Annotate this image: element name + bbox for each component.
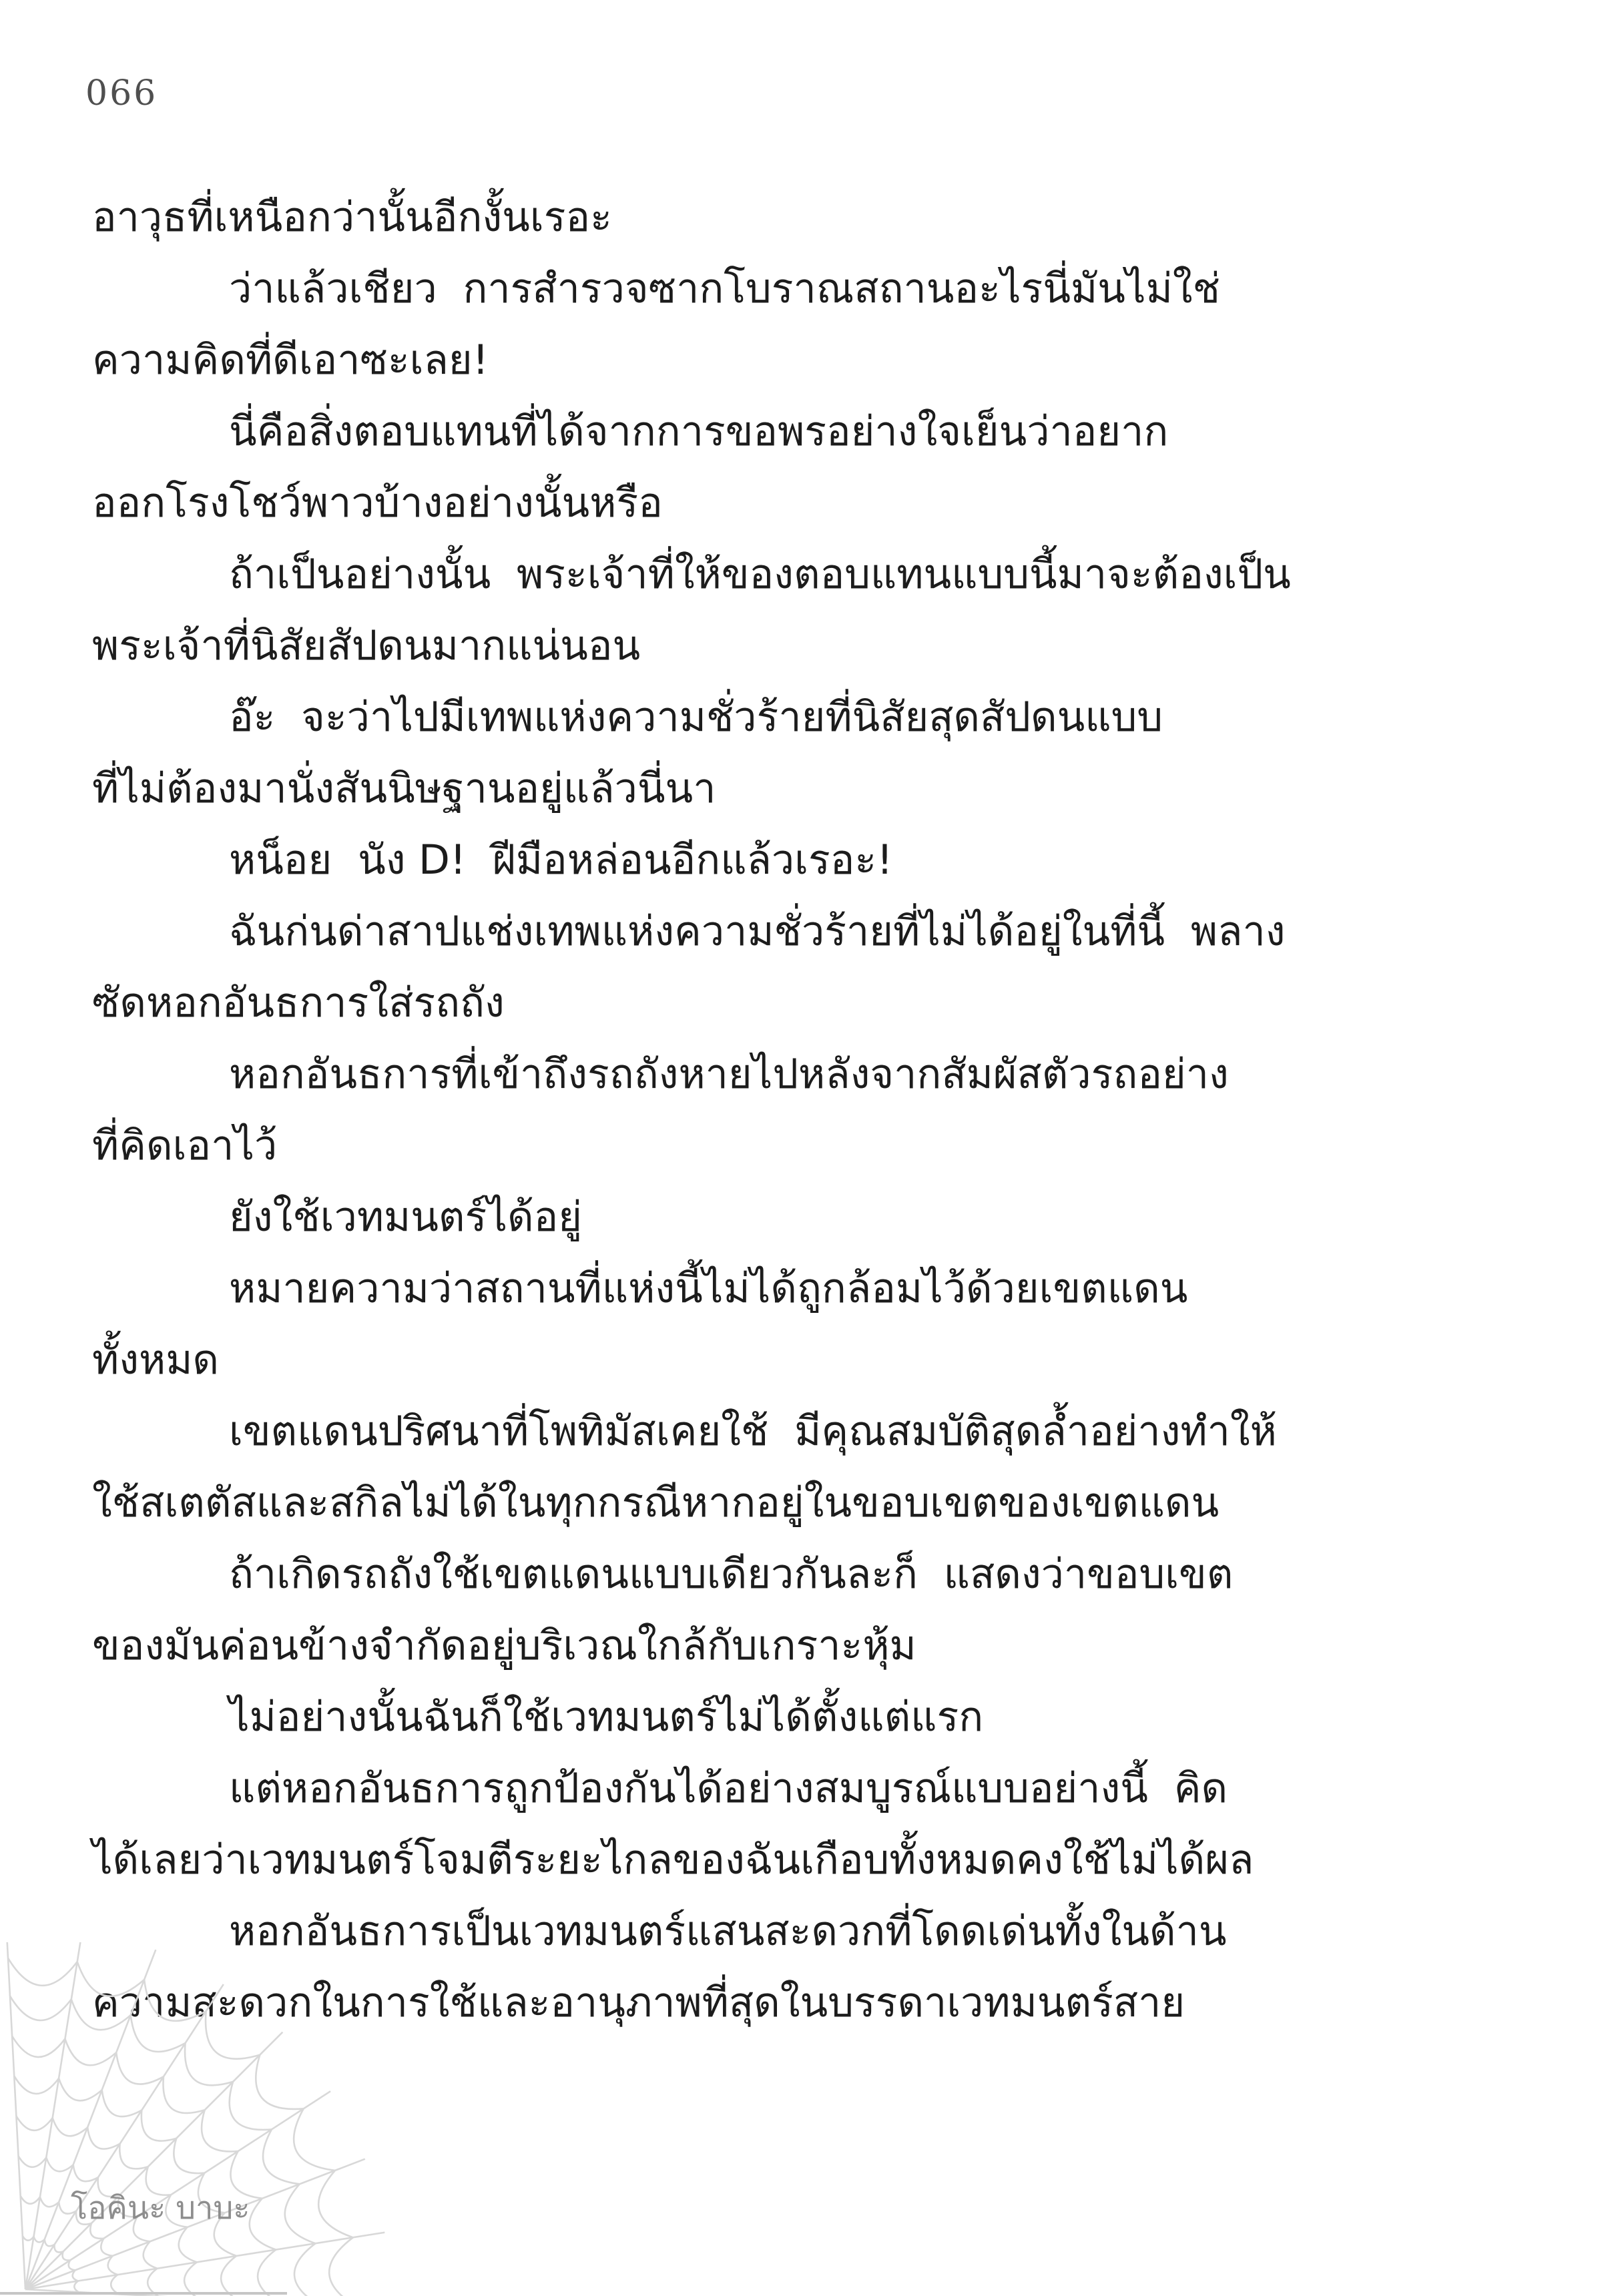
spider-web-icon (0, 1942, 454, 2296)
text-line: ซัดหอกอันธการใส่รถถัง (92, 979, 505, 1027)
text-line: ถ้าเกิดรถถังใช้เขตแดนแบบเดียวกันละก็ แสดงว่าขอบเขต (229, 1550, 1234, 1598)
text-line: อ๊ะ จะว่าไปมีเทพแห่งความชั่วร้ายที่นิสัยสุดสัปดนแบบ (229, 693, 1163, 741)
body-text (92, 182, 1534, 2038)
text-line: หน็อย นัง D! ฝีมือหล่อนอีกแล้วเรอะ! (229, 836, 893, 884)
text-line: ความคิดที่ดีเอาซะเลย! (92, 336, 489, 384)
text-line: ยังใช้เวทมนตร์ได้อยู่ (229, 1193, 582, 1241)
text-line: ใช้สเตตัสและสกิลไม่ได้ในทุกกรณีหากอยู่ในขอบเขตของเขตแดน (92, 1479, 1220, 1526)
text-line: หมายความว่าสถานที่แห่งนี้ไม่ได้ถูกล้อมไว้ด้วยเขตแดน (229, 1265, 1188, 1312)
text-line: ของมันค่อนข้างจำกัดอยู่บริเวณใกล้กับเกราะหุ้ม (92, 1622, 916, 1669)
text-line: หอกอันธการที่เข้าถึงรถถังหายไปหลังจากสัมผัสตัวรถอย่าง (229, 1051, 1229, 1098)
text-line: ถ้าเป็นอย่างนั้น พระเจ้าที่ให้ของตอบแทนแบบนี้มาจะต้องเป็น (229, 551, 1291, 598)
text-line: ความสะดวกในการใช้และอานุภาพที่สุดในบรรดาเวทมนตร์สาย (92, 1979, 1185, 2026)
text-line: แต่หอกอันธการถูกป้องกันได้อย่างสมบูรณ์แบบอย่างนี้ คิด (229, 1765, 1228, 1812)
text-line: ไม่อย่างนั้นฉันก็ใช้เวทมนตร์ไม่ได้ตั้งแต่แรก (229, 1693, 984, 1741)
text-line: ที่คิดเอาไว้ (92, 1122, 278, 1169)
text-line: นี่คือสิ่งตอบแทนที่ได้จากการขอพรอย่างใจเย็นว่าอยาก (229, 408, 1169, 455)
text-line: ว่าแล้วเชียว การสำรวจซากโบราณสถานอะไรนี่มันไม่ใช่ (229, 265, 1220, 312)
page-number: 066 (85, 73, 158, 113)
text-line: ออกโรงโชว์พาวบ้างอย่างนั้นหรือ (92, 479, 663, 527)
text-line: อาวุธที่เหนือกว่านั้นอีกงั้นเรอะ (92, 194, 612, 241)
text-line: ที่ไม่ต้องมานั่งสันนิษฐานอยู่แล้วนี่นา (92, 765, 716, 812)
text-line: ฉันก่นด่าสาปแช่งเทพแห่งความชั่วร้ายที่ไม่ได้อยู่ในที่นี้ พลาง (229, 908, 1286, 955)
text-line: พระเจ้าที่นิสัยสัปดนมากแน่นอน (92, 622, 641, 669)
text-line: ทั้งหมด (92, 1336, 220, 1384)
author-signature: โอคินะ บาบะ (71, 2190, 250, 2227)
text-line: หอกอันธการเป็นเวทมนตร์แสนสะดวกที่โดดเด่นทั้งในด้าน (229, 1908, 1227, 1955)
text-line: ได้เลยว่าเวทมนตร์โจมตีระยะไกลของฉันเกือบทั้งหมดคงใช้ไม่ได้ผล (92, 1836, 1254, 1884)
text-line: เขตแดนปริศนาที่โพทิมัสเคยใช้ มีคุณสมบัติสุดล้ำอย่างทำให้ (229, 1408, 1277, 1455)
